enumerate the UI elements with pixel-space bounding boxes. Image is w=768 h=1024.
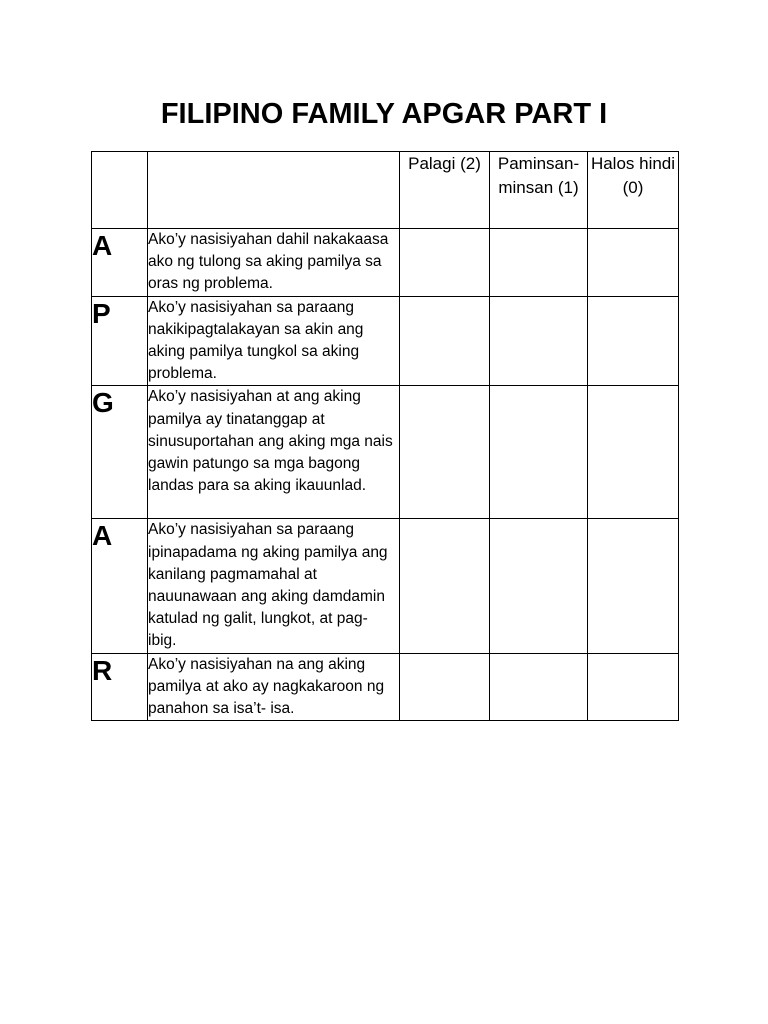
page-title: FILIPINO FAMILY APGAR PART I xyxy=(160,98,608,130)
header-paminsan-minsan: Paminsan-minsan (1) xyxy=(490,152,588,229)
answer-cell-halos-hindi[interactable] xyxy=(588,519,679,653)
row-letter: G xyxy=(92,386,148,519)
answer-cell-palagi[interactable] xyxy=(400,229,490,297)
answer-cell-paminsan-minsan[interactable] xyxy=(490,653,588,721)
row-statement: Ako’y nasisiyahan na ang aking pamilya at ako ay nagkakaroon ng panahon sa isa’t- isa. xyxy=(148,653,400,721)
answer-cell-paminsan-minsan[interactable] xyxy=(490,386,588,519)
answer-cell-palagi[interactable] xyxy=(400,296,490,386)
header-letter-cell xyxy=(92,152,148,229)
answer-cell-paminsan-minsan[interactable] xyxy=(490,229,588,297)
table-row-affection xyxy=(92,519,679,653)
header-item-cell xyxy=(148,152,400,229)
row-statement: Ako’y nasisiyahan sa paraang ipinapadama ng aking pamilya ang kanilang pagmamahal at nauunawaan ang aking damdamin katulad ng galit, lungkot, at pag- ibig. xyxy=(148,519,400,653)
answer-cell-halos-hindi[interactable] xyxy=(588,296,679,386)
row-statement: Ako’y nasisiyahan at ang aking pamilya ay tinatanggap at sinusuportahan ang aking mga nais gawin patungo sa mga bagong landas para sa aking ikauunlad. xyxy=(148,386,400,519)
answer-cell-halos-hindi[interactable] xyxy=(588,653,679,721)
table-row-partnership xyxy=(92,296,679,386)
apgar-table xyxy=(91,151,679,721)
table-row-growth xyxy=(92,386,679,519)
answer-cell-halos-hindi[interactable] xyxy=(588,229,679,297)
row-statement: Ako’y nasisiyahan dahil nakakaasa ako ng tulong sa aking pamilya sa oras ng problema. xyxy=(148,229,400,297)
row-letter: A xyxy=(92,229,148,297)
row-statement: Ako’y nasisiyahan sa paraang nakikipagtalakayan sa akin ang aking pamilya tungkol sa aking problema. xyxy=(148,296,400,386)
answer-cell-paminsan-minsan[interactable] xyxy=(490,296,588,386)
answer-cell-palagi[interactable] xyxy=(400,653,490,721)
header-halos-hindi: Halos hindi (0) xyxy=(588,152,679,229)
table-row-adaptation xyxy=(92,229,679,297)
answer-cell-palagi[interactable] xyxy=(400,386,490,519)
row-letter: A xyxy=(92,519,148,653)
header-palagi: Palagi (2) xyxy=(400,152,490,229)
row-letter: P xyxy=(92,296,148,386)
table-row-resolve xyxy=(92,653,679,721)
row-letter: R xyxy=(92,653,148,721)
table-header-row xyxy=(92,152,679,229)
answer-cell-paminsan-minsan[interactable] xyxy=(490,519,588,653)
answer-cell-palagi[interactable] xyxy=(400,519,490,653)
answer-cell-halos-hindi[interactable] xyxy=(588,386,679,519)
